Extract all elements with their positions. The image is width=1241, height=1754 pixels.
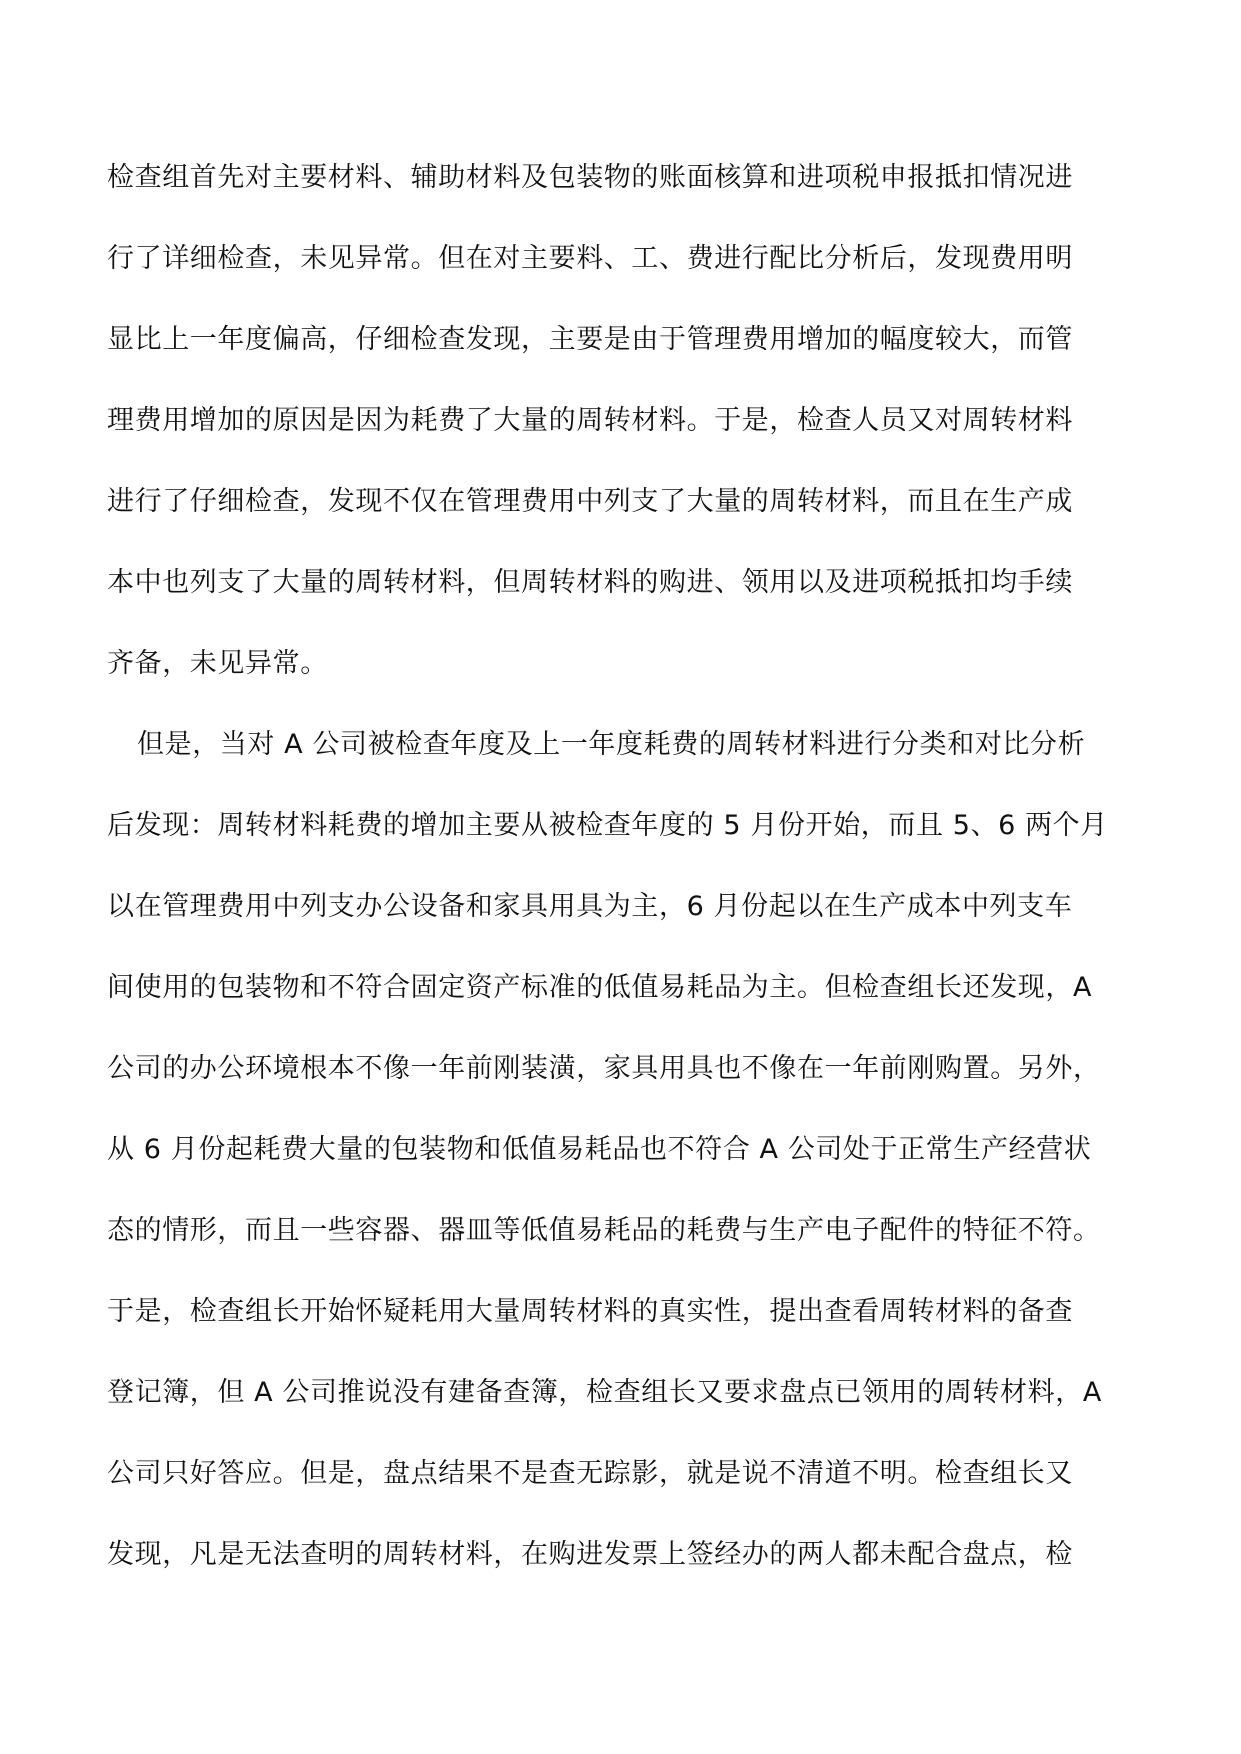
text-line: 以在管理费用中列支办公设备和家具用具为主，6 月份起以在生产成本中列支车 bbox=[107, 891, 1073, 922]
paragraph-1 bbox=[107, 158, 1137, 725]
text-line: 齐备，未见异常。 bbox=[107, 648, 328, 679]
text-line: 本中也列支了大量的周转材料，但周转材料的购进、领用以及进项税抵扣均手续 bbox=[107, 567, 1073, 598]
text-line: 间使用的包装物和不符合固定资产标准的低值易耗品为主。但检查组长还发现，A bbox=[107, 972, 1093, 1003]
body-text bbox=[107, 158, 1137, 1616]
text-line: 发现，凡是无法查明的周转材料，在购进发票上签经办的两人都未配合盘点，检 bbox=[107, 1539, 1073, 1570]
text-line: 显比上一年度偏高，仔细检查发现，主要是由于管理费用增加的幅度较大，而管 bbox=[107, 324, 1073, 355]
text-line: 检查组首先对主要材料、辅助材料及包装物的账面核算和进项税申报抵扣情况进 bbox=[107, 162, 1073, 193]
text-line: 公司只好答应。但是，盘点结果不是查无踪影，就是说不清道不明。检查组长又 bbox=[107, 1458, 1073, 1489]
text-line: 进行了仔细检查，发现不仅在管理费用中列支了大量的周转材料，而且在生产成 bbox=[107, 486, 1073, 517]
text-line: 登记簿，但 A 公司推说没有建备查簿，检查组长又要求盘点已领用的周转材料，A bbox=[107, 1377, 1102, 1408]
text-line: 从 6 月份起耗费大量的包装物和低值易耗品也不符合 A 公司处于正常生产经营状 bbox=[107, 1134, 1092, 1165]
text-line: 于是，检查组长开始怀疑耗用大量周转材料的真实性，提出查看周转材料的备查 bbox=[107, 1296, 1073, 1327]
text-line: 公司的办公环境根本不像一年前刚装潢，家具用具也不像在一年前刚购置。另外， bbox=[107, 1053, 1101, 1084]
text-line: 后发现：周转材料耗费的增加主要从被检查年度的 5 月份开始，而且 5、6 两个月 bbox=[107, 810, 1108, 841]
text-line: 态的情形，而且一些容器、器皿等低值易耗品的耗费与生产电子配件的特征不符。 bbox=[107, 1215, 1101, 1246]
paragraph-2 bbox=[107, 725, 1137, 1616]
text-line: 理费用增加的原因是因为耗费了大量的周转材料。于是，检查人员又对周转材料 bbox=[107, 405, 1073, 436]
text-line: 行了详细检查，未见异常。但在对主要料、工、费进行配比分析后，发现费用明 bbox=[107, 243, 1073, 274]
text-line: 但是，当对 A 公司被检查年度及上一年度耗费的周转材料进行分类和对比分析 bbox=[137, 729, 1086, 760]
